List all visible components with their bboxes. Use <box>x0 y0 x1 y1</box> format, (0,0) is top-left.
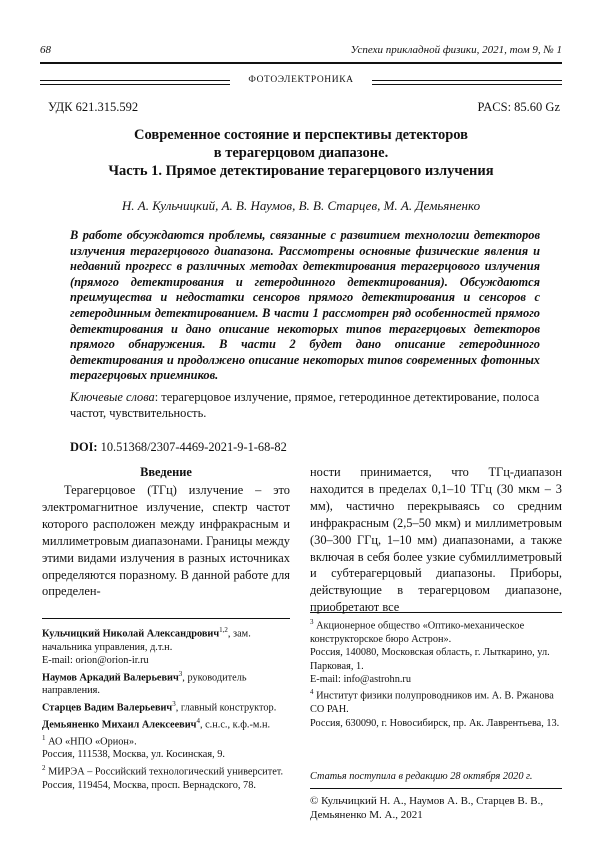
keywords <box>70 390 540 421</box>
affiliation-line <box>42 732 300 749</box>
authors: Н. А. Кульчицкий, А. В. Наумов, В. В. Старцев, М. А. Демьяненко <box>121 198 481 213</box>
author-role: , главный конструктор. <box>175 702 277 714</box>
header-rule <box>40 62 562 64</box>
author-role: , с.н.с., к.ф.-м.н. <box>199 719 271 731</box>
pacs-code: PACS: 85.60 Gz <box>477 100 560 114</box>
keywords-label: Ключевые слова <box>70 390 155 404</box>
affiliation-text: Россия, 119454, Москва, просп. Вернадского, 78. <box>42 779 256 791</box>
author-name: Наумов Аркадий Валерьевич <box>42 672 179 684</box>
affiliation-line <box>42 748 300 761</box>
keywords-text: : терагерцовое излучение, прямое, гетеродинное детектирование, полоса частот, чувствительность. <box>70 390 540 420</box>
affiliation-marker: 1,2 <box>219 626 228 634</box>
affiliation-text: Россия, 630090, г. Новосибирск, пр. Ак. Лаврентьева, 13. <box>310 717 560 729</box>
affiliation-text: АО «НПО «Орион». <box>45 735 137 747</box>
affiliation-text: Институт физики полупроводников им. А. В. Ржанова СО РАН. <box>310 690 554 716</box>
intro-left-column <box>42 482 290 600</box>
copyright: © Кульчицкий Н. А., Наумов А. В., Старцев В. В., Демьяненко М. А., 2021 <box>310 795 544 821</box>
affiliation-line <box>310 646 562 673</box>
intro-heading: Введение <box>140 465 192 479</box>
author-role: , зам. начальника управления, д.т.н. <box>42 628 251 653</box>
doi <box>70 440 287 455</box>
affiliations-left <box>42 624 300 792</box>
section-rule-left-2 <box>40 84 230 85</box>
affiliation-marker: 1 <box>42 733 46 742</box>
article-title <box>40 126 562 180</box>
affiliation-marker: 3 <box>172 699 176 708</box>
affiliation-text: E-mail: orion@orion-ir.ru <box>42 655 149 667</box>
doi-label: DOI: <box>70 440 98 454</box>
affiliation-line <box>310 616 562 646</box>
affiliation-marker: 4 <box>310 688 314 697</box>
author-name: Демьяненко Михаил Алексеевич <box>42 719 197 731</box>
received-date: Статья поступила в редакцию 28 октября 2020 г. <box>310 771 533 782</box>
affiliation-line <box>310 673 562 686</box>
section-rule-left <box>40 80 230 81</box>
title-line-2: в терагерцовом диапазоне. <box>213 145 389 161</box>
section-rule-right <box>372 80 562 81</box>
affiliation-text: E-mail: info@astrohn.ru <box>310 674 411 686</box>
footnote-rule-right <box>310 612 562 613</box>
udk-code: УДК 621.315.592 <box>48 100 139 114</box>
title-line-1: Современное состояние и перспективы детекторов <box>134 127 468 143</box>
affiliation-text: МИРЭА – Российский технологический университет. <box>45 766 284 778</box>
affiliation-marker: 4 <box>196 716 200 725</box>
intro-right-text: ности принимается, что ТГц-диапазон находится в пределах 0,1–10 ТГц (30 мкм – 3 мм), частично перекрываясь со средним инфракрасным (2,5–50 мкм) и миллиметровым (30–300 ГГц, 1–10 мм) диапазонами, а также включая в себя более узкие субмиллиметровый и субтерагерцовый диапазоны. Приборы, действующие в терагерцовом диапазоне, приобретают все <box>310 465 562 615</box>
title-line-3: Часть 1. Прямое детектирование терагерцового излучения <box>108 163 494 179</box>
affiliation-line <box>310 686 562 716</box>
affiliation-line <box>42 624 300 654</box>
section-rule-right-2 <box>372 84 562 85</box>
affiliations-right <box>310 616 562 730</box>
section-label: ФОТОЭЛЕКТРОНИКА <box>248 75 354 85</box>
intro-left-text: Терагерцовое (ТГц) излучение – это электромагнитное излучение, спектр частот которого расположен между инфракрасным и миллиметровым диапазонами. Границы между этими видами излучения в разных источниках определяются поразному. В данной работе для определен- <box>42 483 290 599</box>
affiliation-marker: 3 <box>310 618 314 626</box>
journal-reference: Успехи прикладной физики, 2021, том 9, № 1 <box>350 44 562 56</box>
abstract: В работе обсуждаются проблемы, связанные с развитием технологии детекторов излучения терагерцового диапазона. Рассмотрены основные физические явления и недавний прогресс в различных методах детектирования терагерцового излучения (прямого детектирования и гетеродинного детектирования). Обсуждаются преимущества и недостатки сенсоров прямого детектирования и сенсоров с гетеродинным детектированием. В части 1 рассмотрен ряд особенностей прямого детектирования и дано описание некоторых типов терагерцовых детекторов прямого обнаружения. В части 2 будет дано описание гетеродинного детектирования и продолжено описание некоторых типов современных фотонных терагерцовых приемников. <box>70 228 540 383</box>
intro-right-column <box>310 464 562 616</box>
author-role: , руководитель направления. <box>42 672 247 697</box>
footnote-rule-left <box>42 618 290 619</box>
received-rule <box>310 788 562 789</box>
affiliation-line <box>42 698 300 715</box>
doi-value: 10.51368/2307-4469-2021-9-1-68-82 <box>97 440 287 454</box>
affiliation-marker: 3 <box>178 669 183 678</box>
affiliation-line <box>42 715 300 732</box>
affiliation-line <box>42 762 300 779</box>
author-name: Кульчицкий Николай Александрович <box>42 628 220 640</box>
author-name: Старцев Вадим Валерьевич <box>42 702 173 714</box>
page-number: 68 <box>40 44 51 56</box>
affiliation-line <box>42 779 300 792</box>
affiliation-text: Россия, 140080, Московская область, г. Лыткарино, ул. Парковая, 1. <box>310 647 550 672</box>
affiliation-text: Акционерное общество «Оптико-механическое конструкторское бюро Астрон». <box>310 620 525 645</box>
affiliation-line <box>42 654 300 667</box>
affiliation-line <box>42 668 300 698</box>
affiliation-line <box>310 717 562 730</box>
affiliation-marker: 2 <box>42 763 46 772</box>
section-banner <box>40 75 562 91</box>
affiliation-text: Россия, 111538, Москва, ул. Косинская, 9. <box>42 749 225 761</box>
